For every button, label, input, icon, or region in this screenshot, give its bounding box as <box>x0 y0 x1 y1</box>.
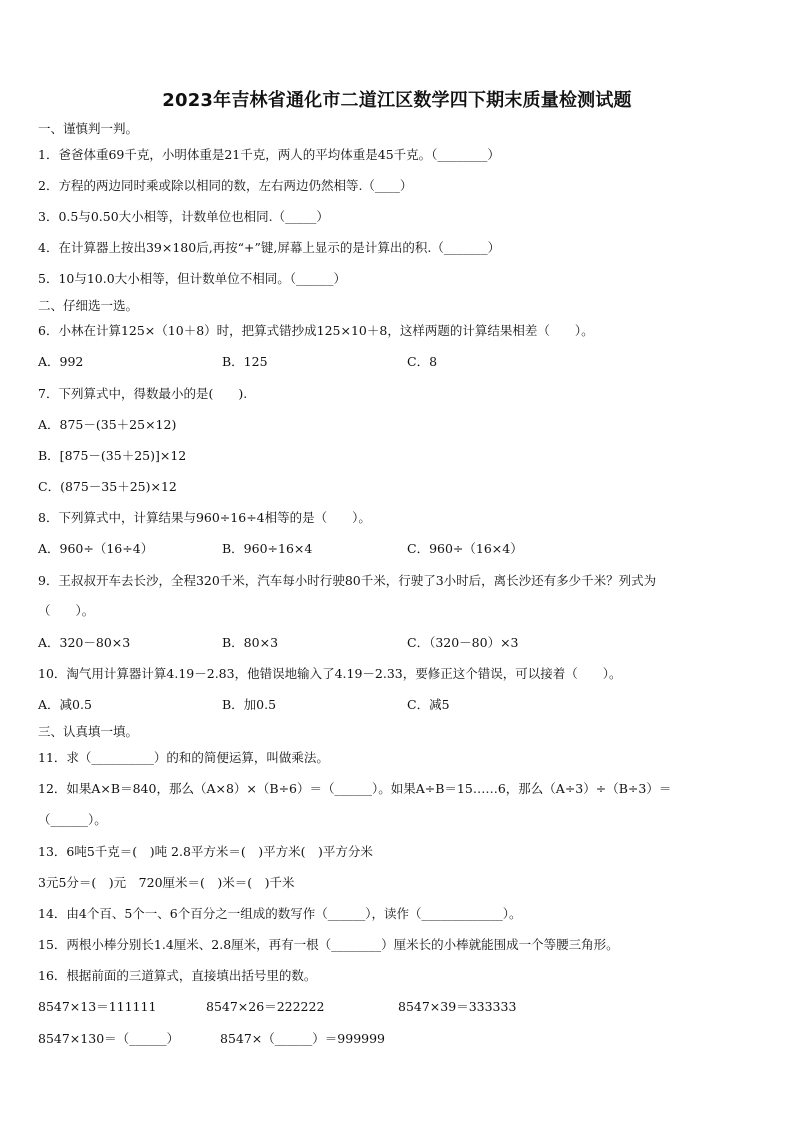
q7-option-c: C．(875－35＋25)×12 <box>38 479 177 494</box>
q10-option-b: B．加0.5 <box>222 697 277 712</box>
q16-equation-5: 8547×（______）＝999999 <box>220 1031 386 1046</box>
q6-option-b: B．125 <box>222 354 268 369</box>
q10-option-a: A．减0.5 <box>38 697 92 712</box>
question-12-line-1: 12．如果A×B＝840，那么（A×8）×（B÷6）＝（______）。如果A÷B＝15……6，那么（A÷3）÷（B÷3）＝ <box>38 781 672 796</box>
q8-option-c: C．960÷（16×4） <box>407 541 523 556</box>
question-1: 1．爸爸体重69千克，小明体重是21千克，两人的平均体重是45千克。（________） <box>38 147 500 162</box>
question-15: 15．两根小棒分别长1.4厘米、2.8厘米，再有一根（________）厘米长的小棒就能围成一个等腰三角形。 <box>38 937 619 952</box>
question-7: 7．下列算式中，得数最小的是( ). <box>38 386 248 401</box>
section-heading-judge: 一、谨慎判一判。 <box>38 121 139 136</box>
q16-equation-4: 8547×130＝（______） <box>38 1031 180 1046</box>
question-2: 2．方程的两边同时乘或除以相同的数，左右两边仍然相等.（____） <box>38 178 413 193</box>
q7-option-a: A．875－(35＋25×12) <box>38 417 177 432</box>
page-title: 2023年吉林省通化市二道江区数学四下期末质量检测试题 <box>162 90 632 111</box>
question-4: 4．在计算器上按出39×180后,再按“+”键,屏幕上显示的是计算出的积.（_______） <box>38 240 501 255</box>
question-5: 5．10与10.0大小相等，但计数单位不相同。（______） <box>38 271 346 286</box>
q8-option-a: A．960÷（16÷4） <box>38 541 154 556</box>
question-6: 6．小林在计算125×（10＋8）时，把算式错抄成125×10＋8，这样两题的计算结果相差（ ）。 <box>38 323 594 338</box>
q10-option-c: C．减5 <box>407 697 450 712</box>
q9-option-b: B．80×3 <box>222 635 279 650</box>
q6-option-a: A．992 <box>38 354 84 369</box>
question-10: 10．淘气用计算器计算4.19－2.83，他错误地输入了4.19－2.33，要修正这个错误，可以接着（ ）。 <box>38 666 622 681</box>
q7-option-b: B．[875－(35＋25)]×12 <box>38 448 187 463</box>
q9-option-a: A．320－80×3 <box>38 635 131 650</box>
q16-equation-2: 8547×26＝222222 <box>206 999 325 1014</box>
question-16: 16．根据前面的三道算式，直接填出括号里的数。 <box>38 968 317 983</box>
q6-option-c: C．8 <box>407 354 438 369</box>
question-12-line-2: （______）。 <box>38 812 107 827</box>
q9-option-c: C．（320－80）×3 <box>407 635 519 650</box>
q8-option-b: B．960÷16×4 <box>222 541 313 556</box>
question-13-line-1: 13．6吨5千克＝( )吨 2.8平方米＝( )平方米( )平方分米 <box>38 844 373 859</box>
question-8: 8．下列算式中，计算结果与960÷16÷4相等的是（ ）。 <box>38 510 371 525</box>
section-heading-choose: 二、仔细选一选。 <box>38 298 139 313</box>
question-13-line-2: 3元5分＝( )元 720厘米＝( )米＝( )千米 <box>38 875 295 890</box>
question-14: 14．由4个百、5个一、6个百分之一组成的数写作（______），读作（_____________）。 <box>38 906 522 921</box>
question-9-line-1: 9．王叔叔开车去长沙，全程320千米，汽车每小时行驶80千米，行驶了3小时后，离长沙还有多少千米？列式为 <box>38 573 657 588</box>
section-heading-fill: 三、认真填一填。 <box>38 724 139 739</box>
question-11: 11．求（__________）的和的简便运算，叫做乘法。 <box>38 750 329 765</box>
q16-equation-1: 8547×13＝111111 <box>38 999 157 1014</box>
q16-equation-3: 8547×39＝333333 <box>398 999 517 1014</box>
question-9-line-2: （ ）。 <box>38 603 95 618</box>
question-3: 3．0.5与0.50大小相等，计数单位也相同.（_____） <box>38 209 329 224</box>
